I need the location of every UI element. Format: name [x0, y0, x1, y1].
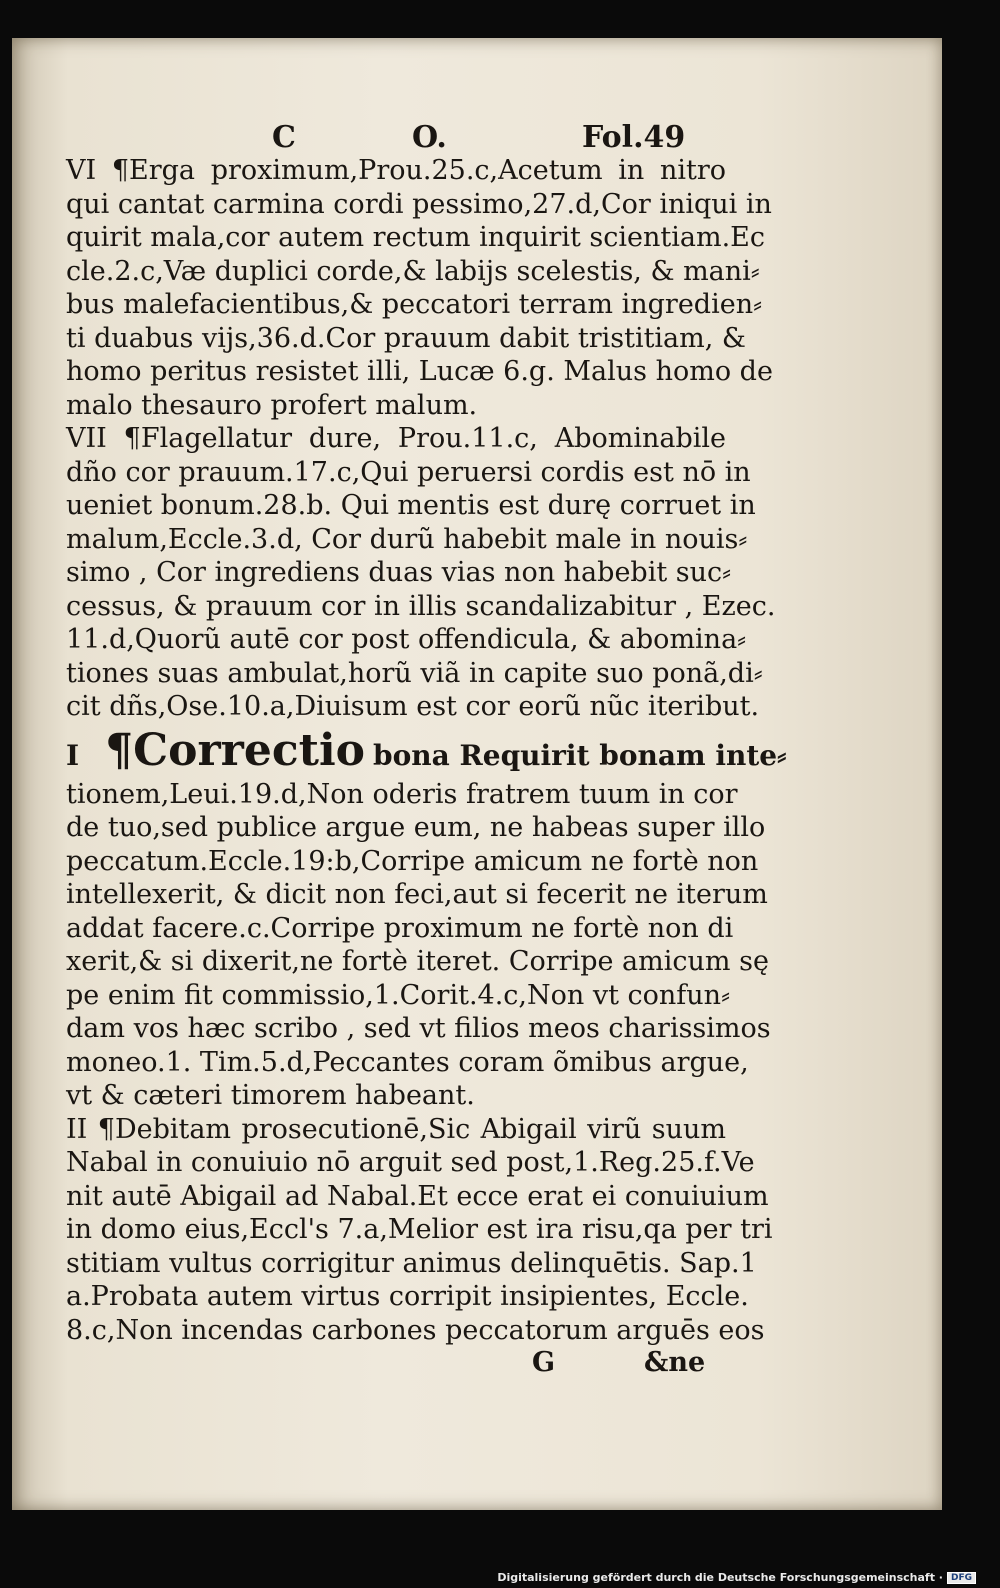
section-number: I — [66, 738, 80, 772]
header-left: C — [272, 120, 296, 155]
header-center: O. — [412, 120, 447, 155]
section-correctio — [66, 724, 787, 1113]
paragraph-ii — [66, 1113, 773, 1348]
digitization-credit — [497, 1571, 976, 1584]
running-header — [66, 120, 726, 154]
paragraph-vi — [66, 154, 773, 422]
folio-number: Fol.49 — [582, 120, 686, 155]
text-line: qui cantat carmina cordi pessimo,27.d,Cor iniqui in — [66, 188, 772, 220]
text-line: de tuo,sed publice argue eum, ne habeas super illo — [66, 812, 766, 843]
catchword: &ne — [644, 1347, 706, 1378]
text-line: dño cor prauum.17.c,Qui peruersi cordis est nō in — [66, 456, 751, 488]
page-text — [66, 120, 787, 1381]
text-line: peccatum.Eccle.19:b,Corripe amicum ne fortè non — [66, 845, 759, 877]
text-line: cle.2.c,Væ duplici corde,& labijs scelestis, & mani⸗ — [66, 255, 760, 287]
text-line: xerit,& si dixerit,ne fortè iteret. Corripe amicum sę — [66, 946, 769, 977]
text-line: vt & cæteri timorem habeant. — [66, 1080, 475, 1111]
text-line: in domo eius,Eccl's 7.a,Melior est ira risu,qa per tri — [66, 1214, 773, 1245]
text-line: stitiam vultus corrigitur animus delinquētis. Sap.1 — [66, 1247, 757, 1279]
text-line: malo thesauro profert malum. — [66, 389, 478, 421]
dfg-logo-icon: DFG — [947, 1572, 976, 1584]
text-line: II ¶Debitam prosecutionē,Sic Abigail virũ suum — [66, 1113, 726, 1145]
text-line: tiones suas ambulat,horũ viã in capite suo ponã,di⸗ — [66, 657, 763, 689]
text-line: Nabal in conuiuio nō arguit sed post,1.Reg.25.f.Ve — [66, 1147, 755, 1178]
text-line: intellexerit, & dicit non feci,aut si fecerit ne iterum — [66, 879, 768, 910]
page-footer — [66, 1347, 726, 1381]
text-line: nit autē Abigail ad Nabal.Et ecce erat ei conuiuium — [66, 1180, 769, 1212]
paragraph-vii — [66, 422, 776, 724]
text-line: cit dñs,Ose.10.a,Diuisum est cor eorũ nũc iteribut. — [66, 691, 760, 722]
text-line: malum,Eccle.3.d, Cor durũ habebit male in nouis⸗ — [66, 523, 748, 555]
text-line: bus malefacientibus,& peccatori terram ingredien⸗ — [66, 289, 763, 320]
text-line: quirit mala,cor autem rectum inquirit scientiam.Ec — [66, 222, 765, 253]
text-line: a.Probata autem virtus corripit insipientes, Eccle. — [66, 1281, 749, 1312]
text-line: cessus, & prauum cor in illis scandalizabitur , Ezec. — [66, 590, 776, 622]
text-line: tionem,Leui.19.d,Non oderis fratrem tuum in cor — [66, 778, 738, 810]
text-line: pe enim fit commissio,1.Corit.4.c,Non vt confun⸗ — [66, 979, 731, 1011]
section-initial: ¶Correctio — [105, 724, 366, 776]
text-line: 11.d,Quorũ autē cor post offendicula, & abomina⸗ — [66, 624, 747, 655]
section-heading-line — [66, 724, 787, 778]
signature-mark: G — [532, 1347, 556, 1378]
text-line: VII ¶Flagellatur dure, Prou.11.c, Abominabile — [66, 423, 726, 454]
credit-text: Digitalisierung gefördert durch die Deutsche Forschungsgemeinschaft · — [497, 1571, 943, 1584]
text-line: dam vos hæc scribo , sed vt filios meos charissimos — [66, 1013, 771, 1044]
section-first-line-rest: bona Requirit bonam inte⸗ — [373, 738, 787, 772]
text-line: VI ¶Erga proximum,Prou.25.c,Acetum in nitro — [66, 155, 726, 186]
text-line: ti duabus vijs,36.d.Cor prauum dabit tristitiam, & — [66, 322, 746, 354]
text-line: ueniet bonum.28.b. Qui mentis est durę corruet in — [66, 490, 756, 521]
book-page — [12, 38, 942, 1510]
text-line: addat facere.c.Corripe proximum ne fortè non di — [66, 912, 734, 944]
text-line: homo peritus resistet illi, Lucæ 6.g. Malus homo de — [66, 356, 773, 387]
text-line: moneo.1. Tim.5.d,Peccantes coram õmibus argue, — [66, 1046, 749, 1078]
text-line: 8.c,Non incendas carbones peccatorum arguēs eos — [66, 1314, 765, 1346]
text-line: simo , Cor ingrediens duas vias non habebit suc⸗ — [66, 557, 732, 588]
